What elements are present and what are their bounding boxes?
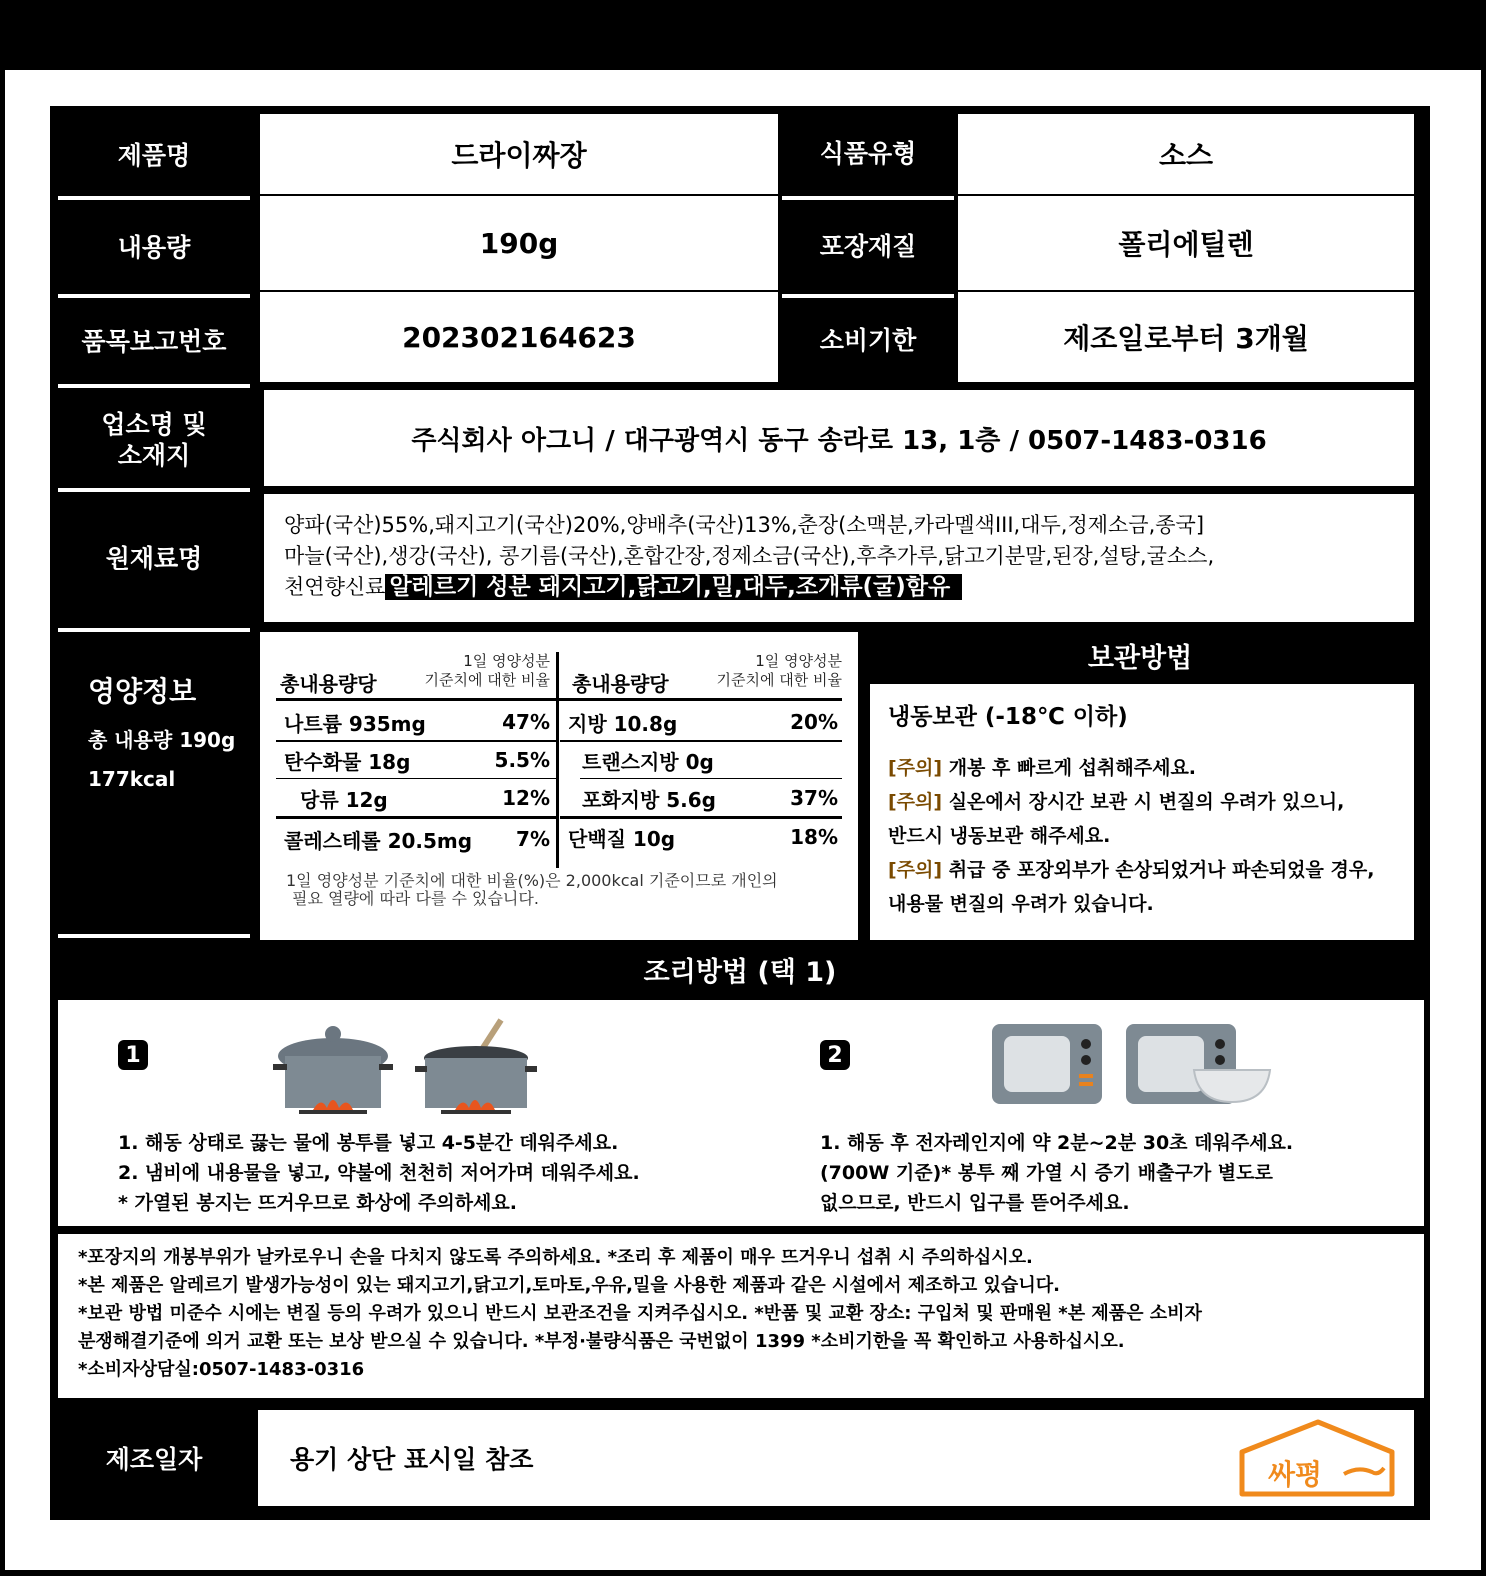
nutrition-kcal: 177kcal — [88, 767, 176, 791]
step2-number: 2 — [820, 1040, 850, 1070]
ingredients-line2: 마늘(국산),생강(국산), 콩기름(국산),혼합간장,정제소금(국산),후추가루,닭고기분말,된장,설탕,굴소스, — [284, 544, 1215, 568]
divider — [276, 816, 556, 819]
company-label-line1: 업소명 및 — [101, 409, 207, 439]
storage-box — [870, 684, 1414, 940]
nutrition-daily-header-left — [380, 652, 550, 690]
nutrition-label: 영양정보 — [88, 675, 197, 708]
packaging-value: 폴리에틸렌 — [958, 196, 1414, 290]
nutrition-table — [260, 632, 858, 940]
nutrient-row — [582, 780, 838, 816]
notes-box — [58, 1234, 1424, 1398]
expiry-label: 소비기한 — [819, 326, 917, 356]
microwave-illustration — [992, 1024, 1282, 1106]
nutrient-pct: 47% — [502, 710, 550, 734]
divider — [276, 778, 556, 779]
food-type-label: 식품유형 — [819, 139, 917, 169]
pot-lidded-icon — [273, 1026, 393, 1114]
notes-line4: 분쟁해결기준에 의거 교환 또는 보상 받으실 수 있습니다. *부정·불량식품은 국번없이 1399 *소비기한을 꼭 확인하고 사용하십시오. — [78, 1331, 1125, 1352]
frame-bottom — [0, 1570, 1486, 1576]
report-no-value: 202302164623 — [260, 292, 778, 382]
step1-text: 1. 해동 상태로 끓는 물에 봉투를 넣고 4-5분간 데워주세요. 2. 냄비에 내용물을 넣고, 약불에 천천히 저어가며 데워주세요. * 가열된 봉지는 뜨거우므로 화상에 주의하세요. — [118, 1132, 640, 1214]
nutrient-name: 지방 10.8g — [568, 711, 678, 736]
frame-left — [0, 70, 5, 1576]
daily-header-line2: 기준치에 대한 비율 — [424, 671, 550, 689]
nutrient-name: 콜레스테롤 20.5mg — [284, 828, 473, 853]
storage-main: 냉동보관 (-18℃ 이하) — [888, 704, 1128, 730]
nutrition-col-header-right: 총내용량당 — [572, 672, 669, 696]
product-name-label: 제품명 — [117, 141, 191, 171]
divider — [58, 628, 250, 632]
content-value: 190g — [260, 196, 778, 290]
footnote-line2: 필요 열량에 따라 다를 수 있습니다. — [292, 889, 539, 908]
pot-open-icon — [415, 1020, 537, 1114]
notes-line1: *포장지의 개봉부위가 날카로우니 손을 다치지 않도록 주의하세요. *조리 후 제품이 매우 뜨거우니 섭취 시 주의하십시오. — [78, 1247, 1033, 1268]
nutrient-pct: 37% — [790, 786, 838, 810]
manufacture-box — [258, 1410, 1414, 1506]
nutrient-row — [300, 780, 550, 816]
divider — [782, 294, 954, 298]
notes-line3: *보관 방법 미준수 시에는 변질 등의 우려가 있으니 반드시 보관조건을 지켜주십시오. *반품 및 교환 장소: 구입처 및 판매원 *본 제품은 소비자 — [78, 1303, 1202, 1324]
notes-line2: *본 제품은 알레르기 발생가능성이 있는 돼지고기,닭고기,토마토,우유,밀을 사용한 제품과 같은 시설에서 제조하고 있습니다. — [78, 1275, 1060, 1296]
food-type-value: 소스 — [958, 114, 1414, 194]
daily-header-line1: 1일 영양성분 — [463, 652, 550, 670]
nutrient-name: 트랜스지방 0g — [582, 749, 714, 774]
manufacture-label: 제조일자 — [105, 1445, 203, 1475]
divider — [58, 488, 250, 492]
nutrient-row — [284, 704, 550, 740]
storage-line5: 내용물 변질의 우려가 있습니다. — [888, 893, 1154, 915]
nutrient-name: 단백질 10g — [568, 826, 676, 851]
cooking-title: 조리방법 (택 1) — [643, 956, 837, 988]
divider — [556, 652, 559, 868]
divider — [276, 698, 842, 701]
nutrient-name: 포화지방 5.6g — [582, 787, 716, 812]
nutrition-daily-header-right — [670, 652, 842, 690]
nutrient-row — [568, 818, 838, 856]
ingredients-label: 원재료명 — [105, 544, 203, 574]
nutrient-row — [568, 704, 838, 740]
daily-header-line2: 기준치에 대한 비율 — [716, 671, 842, 689]
notes-line5: *소비자상담실:0507-1483-0316 — [78, 1359, 365, 1380]
nutrition-col-header-left: 총내용량당 — [280, 672, 377, 696]
storage-line1: 개봉 후 빠르게 섭취해주세요. — [948, 757, 1197, 779]
logo — [1238, 1418, 1398, 1498]
microwave-bowl-icon — [1126, 1024, 1270, 1104]
expiry-value: 제조일로부터 3개월 — [958, 292, 1414, 382]
divider — [58, 196, 250, 200]
nutrient-pct: 18% — [790, 825, 838, 849]
nutrition-footnote — [286, 872, 846, 908]
frame-right — [1481, 70, 1486, 1576]
nutrition-label-block — [88, 670, 248, 791]
divider — [58, 934, 250, 938]
nutrient-name: 당류 12g — [300, 787, 388, 812]
nutrient-pct: 20% — [790, 710, 838, 734]
logo-text: 싸평 — [1268, 1458, 1323, 1491]
warn-tag: [주의] — [888, 757, 943, 779]
company-value: 주식회사 아그니 / 대구광역시 동구 송라로 13, 1층 / 0507-1483-0316 — [264, 390, 1414, 486]
nutrient-row — [284, 742, 550, 778]
microwave-icon — [992, 1024, 1102, 1104]
footnote-line1: 1일 영양성분 기준치에 대한 비율(%)은 2,000kcal 기준이므로 개인의 — [286, 871, 778, 890]
company-label-line2: 소재지 — [117, 441, 191, 470]
step1-number: 1 — [118, 1040, 148, 1070]
daily-header-line1: 1일 영양성분 — [755, 652, 842, 670]
packaging-label: 포장재질 — [819, 232, 917, 262]
warn-tag: [주의] — [888, 791, 943, 813]
top-bar — [0, 0, 1486, 70]
ingredients-line1: 양파(국산)55%,돼지고기(국산)20%,양배추(국산)13%,춘장(소맥분,카라멜색III,대두,정제소금,종국] — [284, 513, 1205, 537]
content-label: 내용량 — [117, 233, 191, 263]
nutrient-pct: 7% — [516, 827, 550, 851]
step2-text: 1. 해동 후 전자레인지에 약 2분~2분 30초 데워주세요. (700W 기준)* 봉투 째 가열 시 증기 배출구가 별도로 없으므로, 반드시 입구를 뜯어주세요. — [820, 1132, 1294, 1214]
nutrition-total: 총 내용량 190g — [88, 728, 236, 752]
allergy-notice: 알레르기 성분 돼지고기,닭고기,밀,대두,조개류(굴)함유 — [385, 574, 962, 600]
storage-line2: 실온에서 장시간 보관 시 변질의 우려가 있으니, — [948, 791, 1345, 813]
nutrient-row — [582, 742, 838, 778]
storage-line4: 취급 중 포장외부가 손상되었거나 파손되었을 경우, — [948, 859, 1375, 881]
storage-title: 보관방법 — [1087, 642, 1193, 674]
storage-line3: 반드시 냉동보관 해주세요. — [888, 825, 1111, 847]
nutrient-pct: 12% — [502, 786, 550, 810]
ingredients-box — [264, 494, 1414, 622]
pot-illustration — [273, 1018, 553, 1118]
divider — [782, 196, 954, 200]
divider — [58, 294, 250, 298]
divider — [580, 778, 842, 779]
nutrient-name: 나트륨 935mg — [284, 711, 426, 736]
product-name-value: 드라이짜장 — [260, 114, 778, 194]
warn-tag: [주의] — [888, 859, 943, 881]
nutrient-name: 탄수화물 18g — [284, 749, 411, 774]
nutrient-row — [284, 820, 550, 858]
manufacture-value: 용기 상단 표시일 참조 — [290, 1445, 534, 1474]
ingredients-line3: 천연향신료 — [284, 575, 386, 599]
report-no-label: 품목보고번호 — [81, 327, 227, 357]
company-label — [58, 392, 250, 488]
cooking-box — [58, 1000, 1424, 1226]
nutrient-pct: 5.5% — [494, 748, 550, 772]
divider — [58, 384, 250, 388]
